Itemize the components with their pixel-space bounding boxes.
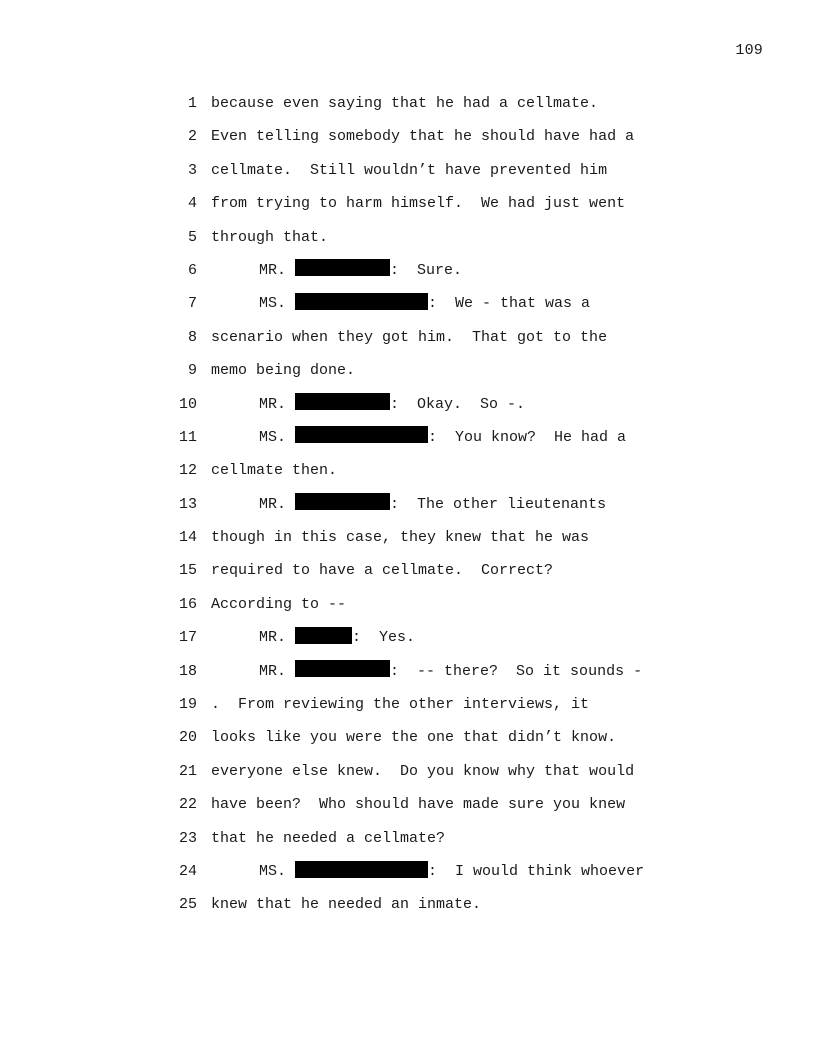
line-number: 13 xyxy=(178,495,197,513)
page-number: 109 xyxy=(735,42,763,59)
transcript-line xyxy=(0,721,816,754)
transcript-line xyxy=(0,187,816,220)
transcript-line xyxy=(0,755,816,788)
line-text: : I would think whoever xyxy=(428,862,645,880)
redaction-bar xyxy=(295,627,352,644)
speaker-line xyxy=(0,621,816,654)
line-number: 15 xyxy=(178,562,197,580)
line-text: cellmate. Still wouldn’t have prevented him xyxy=(211,161,608,179)
speaker-title: MR. xyxy=(259,662,287,680)
line-text: required to have a cellmate. Correct? xyxy=(211,562,554,580)
line-number: 2 xyxy=(187,128,197,146)
line-text: have been? Who should have made sure you knew xyxy=(211,796,626,814)
line-text: everyone else knew. Do you know why that would xyxy=(211,762,635,780)
line-number: 7 xyxy=(187,295,197,313)
line-number: 23 xyxy=(178,829,197,847)
line-text: that he needed a cellmate? xyxy=(211,829,446,847)
transcript-line xyxy=(0,454,816,487)
line-text: scenario when they got him. That got to the xyxy=(211,328,608,346)
line-number: 1 xyxy=(187,95,197,112)
speaker-title: MR. xyxy=(259,495,287,513)
redaction-bar xyxy=(295,259,390,276)
transcript-line xyxy=(0,822,816,855)
transcript-line xyxy=(0,221,816,254)
line-number: 16 xyxy=(178,595,197,613)
line-number: 21 xyxy=(178,762,197,780)
speaker-title: MR. xyxy=(259,261,287,279)
line-number: 20 xyxy=(178,729,197,747)
line-text: looks like you were the one that didn’t know. xyxy=(211,729,617,747)
speaker-title: MS. xyxy=(259,295,287,313)
line-text: memo being done. xyxy=(211,362,356,380)
line-text: . From reviewing the other interviews, it xyxy=(211,696,590,714)
transcript-body xyxy=(0,87,816,922)
line-text: because even saying that he had a cellmate. xyxy=(211,95,599,112)
speaker-line xyxy=(0,655,816,688)
redaction-bar xyxy=(295,493,390,510)
line-text: : Okay. So -. xyxy=(390,395,526,413)
line-text: through that. xyxy=(211,228,329,246)
speaker-line xyxy=(0,855,816,888)
line-text: Even telling somebody that he should have had a xyxy=(211,128,635,146)
line-number: 9 xyxy=(187,362,197,380)
transcript-line xyxy=(0,354,816,387)
line-number: 25 xyxy=(178,896,197,914)
transcript-line xyxy=(0,888,816,921)
speaker-line xyxy=(0,421,816,454)
line-number: 18 xyxy=(178,662,197,680)
line-number: 4 xyxy=(187,195,197,213)
speaker-line xyxy=(0,388,816,421)
line-number: 19 xyxy=(178,696,197,714)
transcript-line xyxy=(0,321,816,354)
redaction-bar xyxy=(295,393,390,410)
transcript-line xyxy=(0,588,816,621)
speaker-title: MR. xyxy=(259,395,287,413)
line-number: 6 xyxy=(187,261,197,279)
line-text: : Yes. xyxy=(352,629,416,647)
line-text: : Sure. xyxy=(390,261,463,279)
line-number: 3 xyxy=(187,161,197,179)
line-number: 8 xyxy=(187,328,197,346)
line-number: 22 xyxy=(178,796,197,814)
transcript-line xyxy=(0,87,816,120)
speaker-line xyxy=(0,254,816,287)
speaker-title: MS. xyxy=(259,862,287,880)
transcript-line xyxy=(0,788,816,821)
speaker-line xyxy=(0,287,816,320)
line-text: knew that he needed an inmate. xyxy=(211,896,482,914)
line-number: 10 xyxy=(178,395,197,413)
line-number: 12 xyxy=(178,462,197,480)
line-number: 14 xyxy=(178,529,197,547)
line-text: though in this case, they knew that he was xyxy=(211,529,590,547)
line-text: : We - that was a xyxy=(428,295,591,313)
line-number: 5 xyxy=(187,228,197,246)
line-text: According to -- xyxy=(211,595,347,613)
line-text: : The other lieutenants xyxy=(390,495,607,513)
transcript-line xyxy=(0,154,816,187)
speaker-line xyxy=(0,488,816,521)
speaker-title: MR. xyxy=(259,629,287,647)
line-number: 24 xyxy=(178,862,197,880)
redaction-bar xyxy=(295,660,390,677)
redaction-bar xyxy=(295,293,428,310)
line-text: : You know? He had a xyxy=(428,428,627,446)
line-number: 11 xyxy=(178,428,197,446)
redaction-bar xyxy=(295,426,428,443)
transcript-line xyxy=(0,521,816,554)
speaker-title: MS. xyxy=(259,428,287,446)
line-text: : -- there? So it sounds - xyxy=(390,662,643,680)
line-text: from trying to harm himself. We had just went xyxy=(211,195,626,213)
transcript-line xyxy=(0,688,816,721)
transcript-line xyxy=(0,554,816,587)
line-text: cellmate then. xyxy=(211,462,338,480)
transcript-line xyxy=(0,120,816,153)
line-number: 17 xyxy=(178,629,197,647)
redaction-bar xyxy=(295,861,428,878)
